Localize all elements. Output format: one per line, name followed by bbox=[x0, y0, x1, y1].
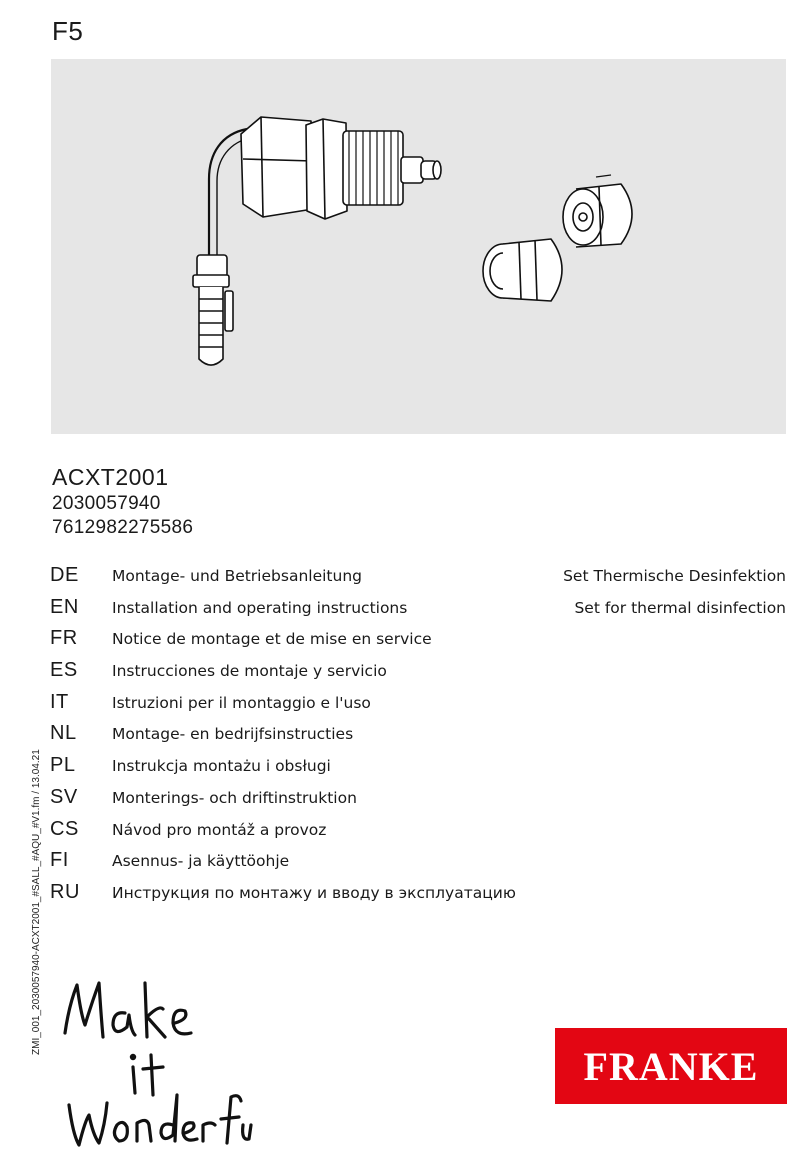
language-title: Istruzioni per il montaggio e l'uso bbox=[112, 693, 371, 712]
language-code: SV bbox=[50, 785, 78, 808]
language-row-fr bbox=[50, 625, 786, 657]
language-title: Návod pro montáž a provoz bbox=[112, 820, 327, 839]
language-code: CS bbox=[50, 817, 79, 840]
language-row-fi bbox=[50, 847, 786, 879]
brand-name: FRANKE bbox=[583, 1044, 759, 1089]
product-identification bbox=[52, 462, 193, 540]
language-title: Monterings- och driftinstruktion bbox=[112, 788, 357, 807]
language-code: PL bbox=[50, 754, 76, 777]
franke-logo bbox=[555, 1028, 787, 1104]
franke-logo-wordmark bbox=[555, 1028, 787, 1104]
slogan-handwriting bbox=[55, 975, 255, 1160]
language-code: NL bbox=[50, 722, 77, 745]
language-title: Montage- en bedrijfsinstructies bbox=[112, 725, 354, 744]
language-row-en bbox=[50, 594, 786, 626]
product-subtitle: Set for thermal disinfection bbox=[574, 598, 786, 617]
language-row-de bbox=[50, 562, 786, 594]
language-title: Notice de montage et de mise en service bbox=[112, 630, 432, 649]
language-row-it bbox=[50, 689, 786, 721]
slogan-signature-graphic bbox=[55, 975, 255, 1155]
thermostat-cartridge-drawing bbox=[51, 59, 786, 434]
model-number: ACXT2001 bbox=[52, 464, 169, 490]
language-row-nl bbox=[50, 720, 786, 752]
product-subtitle: Set Thermische Desinfektion bbox=[563, 567, 786, 585]
language-row-es bbox=[50, 657, 786, 689]
language-row-pl bbox=[50, 752, 786, 784]
language-code: DE bbox=[50, 564, 79, 586]
language-code: IT bbox=[50, 690, 69, 713]
language-title: Asennus- ja käyttöohje bbox=[112, 852, 290, 871]
language-title: Installation and operating instructions bbox=[112, 598, 408, 617]
language-list bbox=[50, 562, 786, 911]
language-row-sv bbox=[50, 784, 786, 816]
language-row-ru bbox=[50, 879, 786, 911]
language-title: Инструкция по монтажу и вводу в эксплуатацию bbox=[112, 883, 516, 902]
ean-code: 7612982275586 bbox=[52, 517, 194, 538]
language-code: EN bbox=[50, 595, 79, 618]
product-illustration bbox=[51, 59, 786, 434]
series-title: F5 bbox=[52, 16, 84, 46]
language-code: RU bbox=[50, 880, 80, 903]
article-number: 2030057940 bbox=[52, 493, 161, 514]
language-code: FR bbox=[50, 627, 78, 650]
language-title: Instrucciones de montaje y servicio bbox=[112, 662, 387, 681]
language-row-cs bbox=[50, 816, 786, 848]
language-title: Montage- und Betriebsanleitung bbox=[112, 567, 362, 585]
document-reference: ZMI_001_2030057940-ACXT2001_#SALL_#AQU_#V1.fm / 13.04.21 bbox=[31, 749, 42, 1055]
language-code: FI bbox=[50, 849, 69, 872]
language-code: ES bbox=[50, 659, 78, 682]
language-title: Instrukcja montażu i obsługi bbox=[112, 757, 331, 776]
